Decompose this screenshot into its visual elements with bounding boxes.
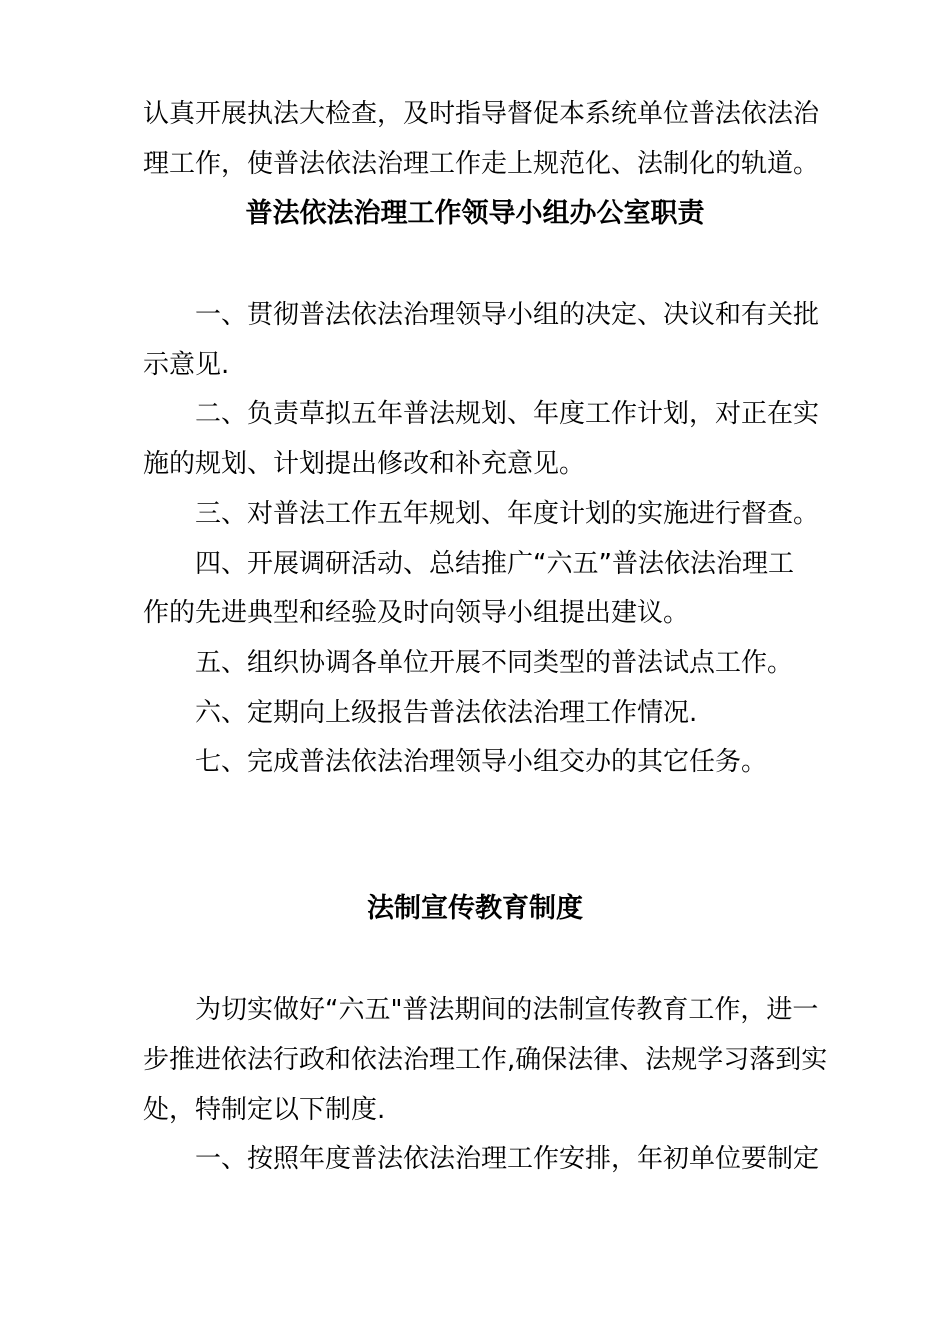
duty-item-3: 三、对普法工作五年规划、年度计划的实施进行督查。 xyxy=(195,499,820,529)
duty-item-1-line-2: 示意见. xyxy=(143,350,230,380)
duty-item-2-line-2: 施的规划、计划提出修改和补充意见。 xyxy=(143,449,586,479)
duty-item-1-line-1: 一、贯彻普法依法治理领导小组的决定、决议和有关批 xyxy=(195,300,820,330)
duty-item-4-line-2: 作的先进典型和经验及时向领导小组提出建议。 xyxy=(143,598,690,628)
system-para-line-1: 为切实做好“六五"普法期间的法制宣传教育工作，进一 xyxy=(195,995,819,1025)
intro-line-1: 认真开展执法大检查，及时指导督促本系统单位普法依法治 xyxy=(143,99,820,129)
duty-item-2-line-1: 二、负责草拟五年普法规划、年度工作计划，对正在实 xyxy=(195,399,820,429)
duty-item-5: 五、组织协调各单位开展不同类型的普法试点工作。 xyxy=(195,648,794,678)
duty-item-6: 六、定期向上级报告普法依法治理工作情况. xyxy=(195,698,698,728)
intro-line-2: 理工作，使普法依法治理工作走上规范化、法制化的轨道。 xyxy=(143,149,820,179)
section-2-title: 法制宣传教育制度 xyxy=(367,893,583,924)
duty-item-7: 七、完成普法依法治理领导小组交办的其它任务。 xyxy=(195,747,768,777)
system-item-1-line-1: 一、按照年度普法依法治理工作安排，年初单位要制定 xyxy=(195,1144,820,1174)
duty-item-4-line-1: 四、开展调研活动、总结推广“六五”普法依法治理工 xyxy=(195,549,794,579)
system-para-line-3: 处，特制定以下制度. xyxy=(143,1095,386,1125)
section-1-title: 普法依法治理工作领导小组办公室职责 xyxy=(245,198,705,229)
system-para-line-2: 步推进依法行政和依法治理工作,确保法律、法规学习落到实 xyxy=(143,1045,828,1075)
